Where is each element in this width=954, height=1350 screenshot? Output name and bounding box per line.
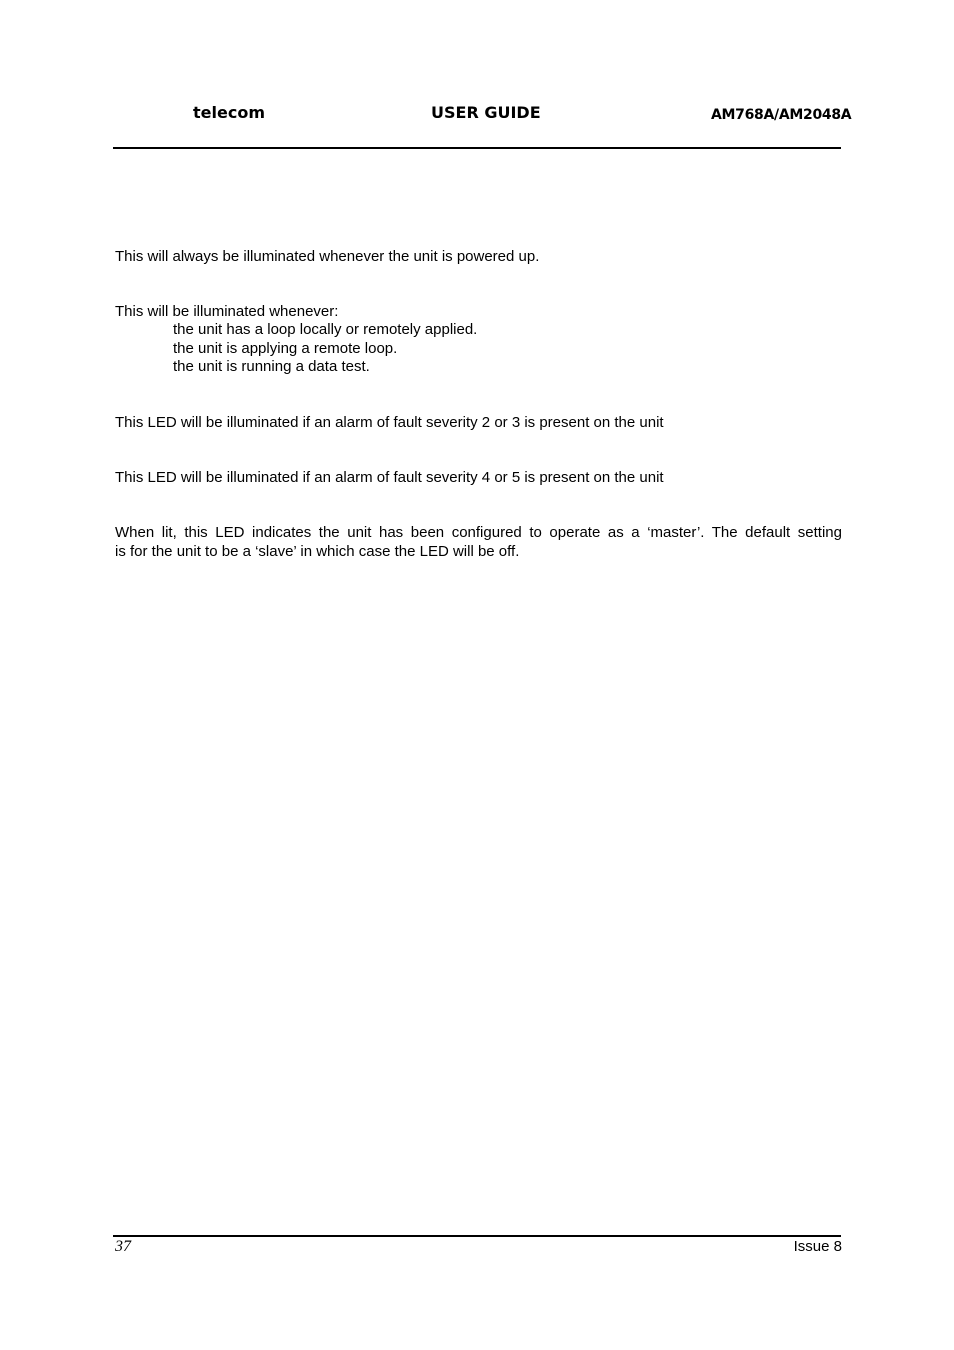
test-led-condition: the unit is running a data test. <box>173 358 370 375</box>
master-led-line: When lit, this LED indicates the unit has been configured to operate as a ‘master’. The default setting <box>115 524 842 541</box>
footer-divider <box>113 1235 841 1237</box>
header-company: telecom <box>193 103 265 122</box>
test-led-condition: the unit is applying a remote loop. <box>173 340 398 357</box>
test-led-condition: the unit has a loop locally or remotely applied. <box>173 321 478 338</box>
major-alarm-led-description: This LED will be illuminated if an alarm of fault severity 4 or 5 is present on the unit <box>115 469 664 486</box>
page-number: 37 <box>115 1238 131 1255</box>
header-document-title: USER GUIDE <box>431 103 541 122</box>
header-model-number: AM768A/AM2048A <box>711 107 852 123</box>
minor-alarm-led-description: This LED will be illuminated if an alarm of fault severity 2 or 3 is present on the unit <box>115 414 664 431</box>
master-led-description <box>115 523 842 561</box>
header-divider <box>113 147 841 149</box>
power-led-description: This will always be illuminated whenever the unit is powered up. <box>115 248 540 265</box>
test-led-intro: This will be illuminated whenever: <box>115 303 339 320</box>
issue-number: Issue 8 <box>793 1238 842 1255</box>
master-led-line: is for the unit to be a ‘slave’ in which case the LED will be off. <box>115 543 520 560</box>
